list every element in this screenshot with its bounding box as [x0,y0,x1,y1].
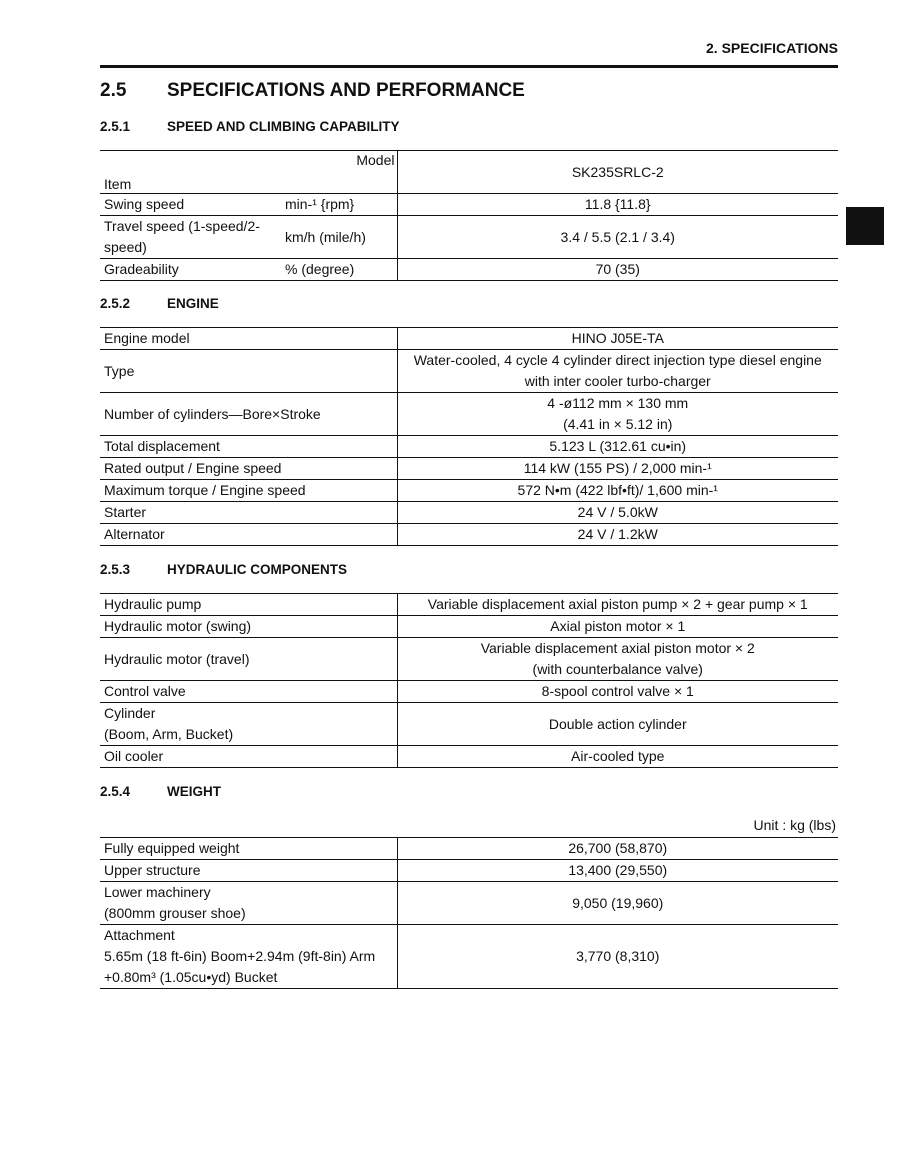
speed-table [100,150,838,281]
table-row [100,502,838,524]
row-value: 114 kW (155 PS) / 2,000 min-¹ [397,458,838,480]
section-number: 2.5 [100,80,127,101]
row-item: Hydraulic pump [100,594,397,616]
row-value: 8-spool control valve × 1 [397,681,838,703]
table-row [100,681,838,703]
table-header-row [100,151,838,194]
row-item: Alternator [100,524,397,546]
engine-heading-number: 2.5.2 [100,296,131,311]
chapter-tab-marker [846,207,884,245]
row-value: 5.123 L (312.61 cu•in) [397,436,838,458]
row-value: 3.4 / 5.5 (2.1 / 3.4) [397,216,838,259]
row-value [397,350,838,393]
row-item [100,703,397,746]
row-value: Axial piston motor × 1 [397,616,838,638]
table-row [100,925,838,989]
table-row [100,259,838,281]
row-item: Gradeability [100,259,281,281]
table-row [100,638,838,681]
row-value: 24 V / 5.0kW [397,502,838,524]
table-row [100,194,838,216]
header-rule [100,65,838,68]
row-item [100,882,397,925]
row-value: 572 N•m (422 lbf•ft)/ 1,600 min-¹ [397,480,838,502]
table-row [100,524,838,546]
row-item: Rated output / Engine speed [100,458,397,480]
row-item: Hydraulic motor (swing) [100,616,397,638]
hydraulic-heading-title: HYDRAULIC COMPONENTS [167,562,348,577]
table-row [100,860,838,882]
speed-heading-title: SPEED AND CLIMBING CAPABILITY [167,119,400,134]
weight-heading [100,784,221,799]
row-value: 13,400 (29,550) [397,860,838,882]
hydraulic-heading-number: 2.5.3 [100,562,131,577]
table-row [100,746,838,768]
table-row [100,350,838,393]
table-row [100,703,838,746]
weight-heading-number: 2.5.4 [100,784,131,799]
model-value: SK235SRLC-2 [397,151,838,194]
row-item: Maximum torque / Engine speed [100,480,397,502]
row-value-line: (4.41 in × 5.12 in) [563,416,673,432]
row-value [397,393,838,436]
table-row [100,838,838,860]
row-value: Double action cylinder [397,703,838,746]
row-value-line: 4 -ø112 mm × 130 mm [547,395,689,411]
table-row [100,594,838,616]
row-value-line: Water-cooled, 4 cycle 4 cylinder direct injection type diesel engine [413,352,822,368]
chapter-header: 2. SPECIFICATIONS [706,40,838,56]
table-row [100,458,838,480]
section-title [100,80,525,102]
row-value: 3,770 (8,310) [397,925,838,989]
row-value [397,638,838,681]
row-unit: min-¹ {rpm} [281,194,397,216]
table-row [100,328,838,350]
row-item: Total displacement [100,436,397,458]
weight-unit-note: Unit : kg (lbs) [753,817,836,833]
row-item: Fully equipped weight [100,838,397,860]
row-item-line: Lower machinery [104,884,211,900]
row-unit: % (degree) [281,259,397,281]
row-item: Oil cooler [100,746,397,768]
hydraulic-table [100,593,838,768]
row-value: 9,050 (19,960) [397,882,838,925]
hydraulic-heading [100,562,347,577]
engine-heading [100,296,219,311]
weight-heading-title: WEIGHT [167,784,221,799]
row-item: Upper structure [100,860,397,882]
row-item: Control valve [100,681,397,703]
table-row [100,480,838,502]
table-row [100,436,838,458]
row-item [100,925,397,989]
section-title-text: SPECIFICATIONS AND PERFORMANCE [167,80,525,101]
row-value-line: (with counterbalance valve) [532,661,703,677]
row-item: Type [100,350,397,393]
row-item: Starter [100,502,397,524]
row-item-line: (800mm grouser shoe) [104,905,246,921]
row-value: 24 V / 1.2kW [397,524,838,546]
row-value: 70 (35) [397,259,838,281]
table-row [100,616,838,638]
table-row [100,882,838,925]
row-value: Variable displacement axial piston pump × 2 + gear pump × 1 [397,594,838,616]
row-value: 26,700 (58,870) [397,838,838,860]
row-item: Hydraulic motor (travel) [100,638,397,681]
speed-heading-number: 2.5.1 [100,119,131,134]
row-item-line: 5.65m (18 ft-6in) Boom+2.94m (9ft-8in) Arm [104,948,376,964]
row-value: Air-cooled type [397,746,838,768]
row-value-line: with inter cooler turbo-charger [524,373,711,389]
model-label: Model [356,152,395,168]
row-item: Number of cylinders—Bore×Stroke [100,393,397,436]
row-item-line: Cylinder [104,705,156,721]
row-item-line: (Boom, Arm, Bucket) [104,726,234,742]
table-row [100,393,838,436]
engine-heading-title: ENGINE [167,296,219,311]
weight-table [100,837,838,989]
row-item: Engine model [100,328,397,350]
table-row [100,216,838,259]
row-item: Travel speed (1-speed/2-speed) [100,216,281,259]
item-label: Item [104,176,132,192]
row-item-line: +0.80m³ (1.05cu•yd) Bucket [104,969,278,985]
row-item: Swing speed [100,194,281,216]
row-value: HINO J05E-TA [397,328,838,350]
engine-table [100,327,838,546]
row-value: 11.8 {11.8} [397,194,838,216]
row-unit: km/h (mile/h) [281,216,397,259]
row-item-line: Attachment [104,927,175,943]
speed-heading [100,119,400,134]
row-value-line: Variable displacement axial piston motor × 2 [480,640,755,656]
